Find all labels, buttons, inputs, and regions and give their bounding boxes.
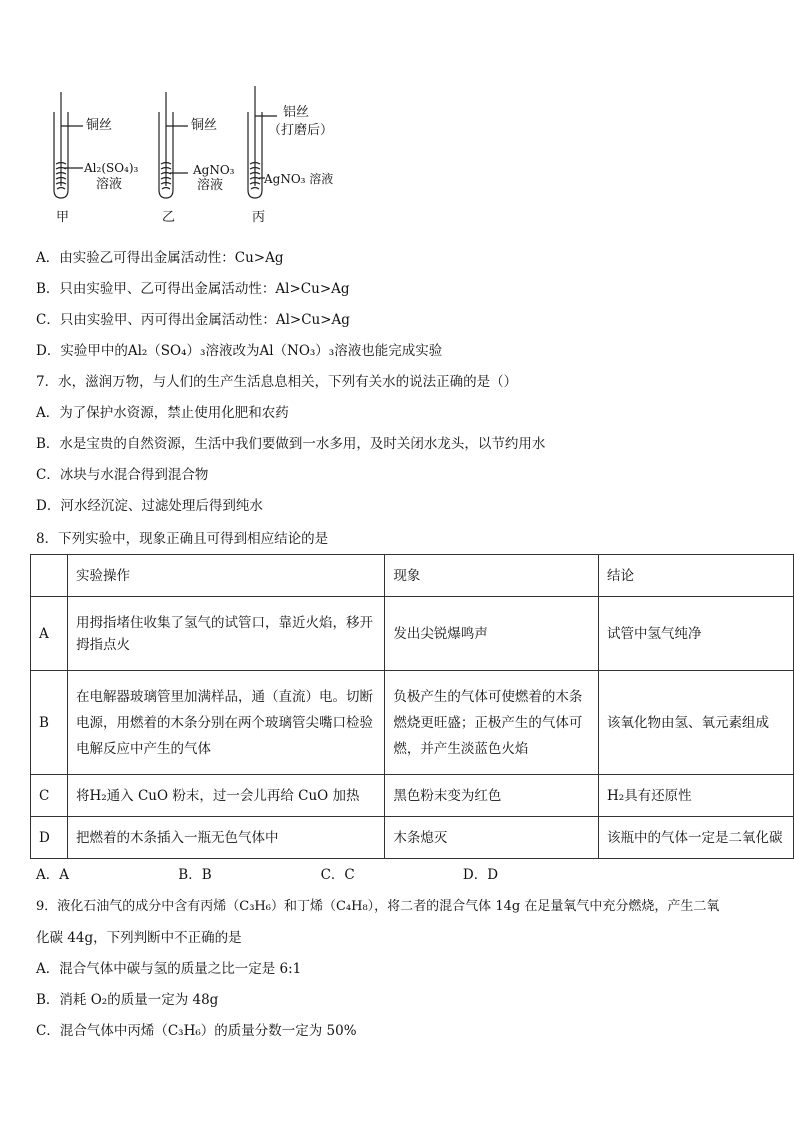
experiment-table (30, 554, 794, 859)
q9-option-a: A．混合气体中碳与氢的质量之比一定是 6:1 (36, 961, 302, 977)
row-conclusion: H₂具有还原性 (599, 775, 794, 817)
q7-option-c: C．冰块与水混合得到混合物 (36, 467, 209, 483)
table-header-cell (31, 555, 68, 597)
row-phenomenon: 负极产生的气体可使燃着的木条燃烧更旺盛；正极产生的气体可燃，并产生淡蓝色火焰 (385, 671, 599, 775)
row-conclusion: 该瓶中的气体一定是二氧化碳 (599, 817, 794, 859)
jia-solution-label-2: 溶液 (96, 177, 123, 192)
table-row (31, 817, 794, 859)
bing-solution-label: AgNO₃ 溶液 (264, 172, 334, 186)
q6-option-d: D．实验甲中的Al₂（SO₄）₃溶液改为Al（NO₃）₃溶液也能完成实验 (36, 343, 443, 359)
bing-wire-label-2: （打磨后） (268, 123, 334, 138)
yi-solution-label: AgNO₃ (193, 163, 235, 177)
jia-wire-label: 铜丝 (86, 118, 113, 133)
q8-option-c: C．C (320, 867, 355, 883)
row-conclusion: 试管中氢气纯净 (599, 597, 794, 671)
jia-solution-label: Al₂(SO₄)₃ (84, 161, 139, 175)
row-label: D (31, 817, 68, 859)
table-header-cell: 现象 (385, 555, 599, 597)
table-row (31, 775, 794, 817)
q7-stem: 7．水，滋润万物，与人们的生产生活息息相关，下列有关水的说法正确的是（） (36, 374, 518, 390)
table-header-row (31, 555, 794, 597)
q8-option-d: D．D (462, 867, 499, 883)
jia-caption: 甲 (56, 210, 70, 225)
row-label: A (31, 597, 68, 671)
q6-option-b: B．只由实验甲、乙可得出金属活动性：Al>Cu>Ag (36, 281, 350, 297)
tube-yi (159, 92, 188, 198)
table-row (31, 671, 794, 775)
q9-option-b: B．消耗 O₂的质量一定为 48g (36, 992, 219, 1008)
row-operation: 在电解器玻璃管里加满样品，通（直流）电。切断电源，用燃着的木条分别在两个玻璃管尖嘴口检验电解反应中产生的气体 (67, 671, 384, 775)
q6-option-a: A．由实验乙可得出金属活动性：Cu>Ag (36, 250, 284, 266)
row-conclusion: 该氧化物由氢、氧元素组成 (599, 671, 794, 775)
row-phenomenon: 木条熄灭 (385, 817, 599, 859)
q8-options (36, 865, 498, 885)
q7-option-b: B．水是宝贵的自然资源，生活中我们要做到一水多用，及时关闭水龙头，以节约用水 (36, 436, 546, 452)
q8-option-b: B．B (178, 867, 212, 883)
yi-caption: 乙 (162, 210, 176, 225)
q9-stem-line2: 化碳 44g，下列判断中不正确的是 (36, 930, 242, 946)
table-header-cell: 实验操作 (67, 555, 384, 597)
yi-solution-label-2: 溶液 (197, 178, 224, 193)
q7-option-d: D．河水经沉淀、过滤处理后得到纯水 (36, 498, 263, 514)
row-operation: 将H₂通入 CuO 粉末，过一会儿再给 CuO 加热 (67, 775, 384, 817)
bing-wire-label: 铝丝 (283, 105, 310, 120)
row-label: B (31, 671, 68, 775)
table-row (31, 597, 794, 671)
bing-caption: 丙 (252, 210, 266, 225)
row-label: C (31, 775, 68, 817)
yi-wire-label: 铜丝 (191, 118, 218, 133)
tube-jia (54, 92, 83, 198)
q9-option-c: C．混合气体中丙烯（C₃H₆）的质量分数一定为 50% (36, 1023, 357, 1039)
q9-stem-line1: 9．液化石油气的成分中含有丙烯（C₃H₆）和丁烯（C₄H₈），将二者的混合气体 14g 在足量氧气中充分燃烧，产生二氧 (36, 899, 720, 914)
test-tube-figure (0, 0, 794, 240)
q7-option-a: A．为了保护水资源，禁止使用化肥和农药 (36, 405, 289, 421)
row-operation: 用拇指堵住收集了氢气的试管口，靠近火焰，移开拇指点火 (67, 597, 384, 671)
q8-option-a: A．A (36, 867, 69, 883)
row-phenomenon: 黑色粉末变为红色 (385, 775, 599, 817)
q8-stem: 8．下列实验中，现象正确且可得到相应结论的是 (36, 531, 329, 547)
q6-option-c: C．只由实验甲、丙可得出金属活动性：Al>Cu>Ag (36, 312, 350, 328)
row-phenomenon: 发出尖锐爆鸣声 (385, 597, 599, 671)
row-operation: 把燃着的木条插入一瓶无色气体中 (67, 817, 384, 859)
table-header-cell: 结论 (599, 555, 794, 597)
